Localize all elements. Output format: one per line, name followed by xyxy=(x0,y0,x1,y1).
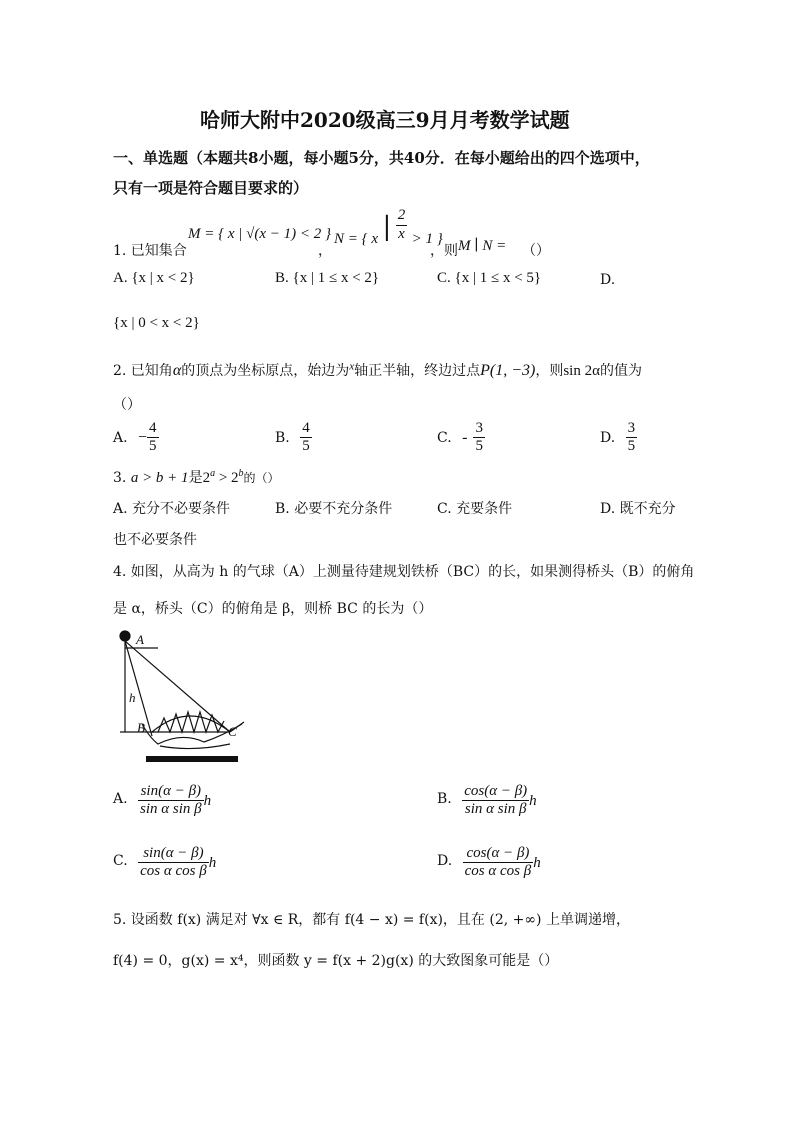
q3-option-b[interactable]: B. 必要不充分条件 xyxy=(275,501,393,517)
q3-concl xyxy=(203,470,244,486)
q4-option-a-h: h xyxy=(203,792,212,809)
q2-x: x xyxy=(349,360,355,373)
q4-option-a-frac xyxy=(138,783,204,819)
q2-alpha: α xyxy=(172,362,182,379)
q1-tail-expr: M ∣ N = xyxy=(458,238,507,254)
q3-tail: 的（） xyxy=(243,471,280,485)
q2-text-d: ，则 xyxy=(535,363,564,379)
q1-option-d-cont: {x | 0 < x < 2} xyxy=(113,315,200,331)
q3-mid: 是 xyxy=(188,470,203,486)
q4-option-b-label: B. xyxy=(437,790,452,807)
q3-option-d[interactable]: D. 既不充分 xyxy=(600,501,676,517)
q4-option-c-den: cos α cos β xyxy=(140,863,207,880)
q3-cond: a > b + 1 xyxy=(130,470,189,486)
q2-option-c-num: 3 xyxy=(473,420,485,438)
q2-option-d-frac xyxy=(626,420,638,456)
q4-option-b-den: sin α sin β xyxy=(464,801,527,818)
q1-lead: 1. 已知集合 xyxy=(113,243,187,259)
q1-set-n-den: x xyxy=(398,225,405,242)
q4-option-c-frac xyxy=(138,845,209,881)
q2-expr: sin 2α xyxy=(563,363,600,379)
river-bed xyxy=(146,756,238,762)
q2-line1 xyxy=(113,360,642,380)
q2-option-d-num: 3 xyxy=(626,420,638,438)
label-a: A xyxy=(136,632,144,647)
q2-option-b-num: 4 xyxy=(300,420,312,438)
label-h: h xyxy=(129,690,136,705)
label-b: B xyxy=(137,720,145,735)
q1-tail: ，则 xyxy=(430,243,458,259)
q1-option-c[interactable]: C. {x | 1 ≤ x < 5} xyxy=(437,270,542,286)
q4-line1: 4. 如图，从高为 h 的气球（A）上测量待建规划铁桥（BC）的长，如果测得桥头（B）的俯角 xyxy=(113,564,695,580)
q1-set-n-right: > 1 } xyxy=(411,231,443,247)
river-water xyxy=(160,744,230,749)
q2-text-b: 的顶点为坐标原点，始边为 xyxy=(181,363,350,379)
q4-option-c-num: sin(α − β) xyxy=(138,845,209,863)
q2-option-b[interactable] xyxy=(275,420,312,456)
q4-option-d-h: h xyxy=(533,854,541,871)
q4-option-a-num: sin(α − β) xyxy=(138,783,204,801)
q1-option-a[interactable]: A. {x | x < 2} xyxy=(113,270,195,286)
q4-option-a-den: sin α sin β xyxy=(140,801,202,818)
q4-option-a[interactable] xyxy=(113,783,211,819)
q4-option-b-frac xyxy=(462,783,529,819)
page-title: 哈师大附中2020级高三9月月考数学试题 xyxy=(200,108,570,132)
q2-option-b-label: B. xyxy=(275,429,290,446)
q4-bridge-figure xyxy=(112,628,252,770)
q4-option-d-den: cos α cos β xyxy=(464,863,532,880)
q4-option-d-frac xyxy=(463,845,534,881)
q5-line2: f(4) = 0，g(x) = x⁴，则函数 y = f(x + 2)g(x) 的大致图象可能是（） xyxy=(113,953,559,969)
q4-option-d-num: cos(α − β) xyxy=(463,845,534,863)
q2-text-c: 轴正半轴，终边过点 xyxy=(354,363,481,379)
q3-line xyxy=(113,467,280,487)
q4-option-b[interactable] xyxy=(437,783,537,819)
q2-option-c[interactable] xyxy=(437,420,485,456)
q1-paren: （） xyxy=(522,243,550,259)
q2-option-d[interactable] xyxy=(600,420,637,456)
q2-option-a-sign: − xyxy=(138,428,148,446)
balloon-point-a xyxy=(120,631,130,641)
q1-set-m: M = { x | √(x − 1) < 2 } xyxy=(188,226,332,242)
q4-option-c[interactable] xyxy=(113,845,216,881)
q2-option-b-den: 5 xyxy=(302,438,310,455)
q3-exp2: b xyxy=(238,468,244,479)
q3-num: 3. xyxy=(113,470,127,486)
q4-option-d[interactable] xyxy=(437,845,541,881)
section-heading-line2: 只有一项是符合题目要求的） xyxy=(113,179,309,197)
q4-option-b-h: h xyxy=(529,792,537,809)
q2-option-a[interactable] xyxy=(113,420,159,456)
q2-text-e: 的值为 xyxy=(599,363,642,379)
q4-option-a-label: A. xyxy=(113,790,128,807)
q1-set-n-bar: | xyxy=(382,212,392,242)
label-c: C xyxy=(228,724,237,739)
q2-option-d-den: 5 xyxy=(627,438,636,455)
q1-set-n-frac xyxy=(396,207,408,243)
q2-paren: （） xyxy=(113,397,141,413)
q4-option-b-num: cos(α − β) xyxy=(462,783,529,801)
q1-option-b[interactable]: B. {x | 1 ≤ x < 2} xyxy=(275,270,380,286)
q3-base1: 2 xyxy=(202,470,211,486)
q2-point: P(1, −3) xyxy=(480,362,536,379)
q4-option-c-h: h xyxy=(208,854,217,871)
q2-option-a-frac xyxy=(147,420,159,456)
q2-option-c-frac xyxy=(473,420,485,456)
q2-option-c-den: 5 xyxy=(475,438,483,455)
q3-exp1: a xyxy=(210,468,216,479)
q3-concl-mid: > 2 xyxy=(215,470,239,486)
q3-option-c[interactable]: C. 充要条件 xyxy=(437,501,513,517)
q2-option-c-label: C. xyxy=(437,429,452,446)
q1-set-n-num: 2 xyxy=(396,207,408,225)
q1-set-n xyxy=(334,208,443,252)
q3-option-a[interactable]: A. 充分不必要条件 xyxy=(113,501,231,517)
q2-option-b-frac xyxy=(300,420,312,456)
q5-line1: 5. 设函数 f(x) 满足对 ∀x ∈ R，都有 f(4 − x) = f(x)，且在 (2, +∞) 上单调递增， xyxy=(113,912,630,928)
q2-option-a-num: 4 xyxy=(147,420,159,438)
q3-option-d-cont: 也不必要条件 xyxy=(113,532,197,548)
section-heading-line1: 一、单选题（本题共8小题，每小题5分，共40分．在每小题给出的四个选项中， xyxy=(113,149,650,167)
q2-text-a: 2. 已知角 xyxy=(113,363,173,379)
q4-option-d-label: D. xyxy=(437,852,453,869)
q1-set-n-left: N = { x xyxy=(334,231,379,247)
q1-sep: ， xyxy=(318,243,332,259)
q4-line2: 是 α，桥头（C）的俯角是 β，则桥 BC 的长为（） xyxy=(113,601,433,617)
q2-option-c-sign: - xyxy=(462,428,468,446)
q2-option-a-label: A. xyxy=(113,429,128,446)
q4-option-c-label: C. xyxy=(113,852,128,869)
q2-option-a-den: 5 xyxy=(149,438,157,455)
q1-option-d[interactable]: D. xyxy=(600,272,616,288)
q2-option-d-label: D. xyxy=(600,429,616,446)
